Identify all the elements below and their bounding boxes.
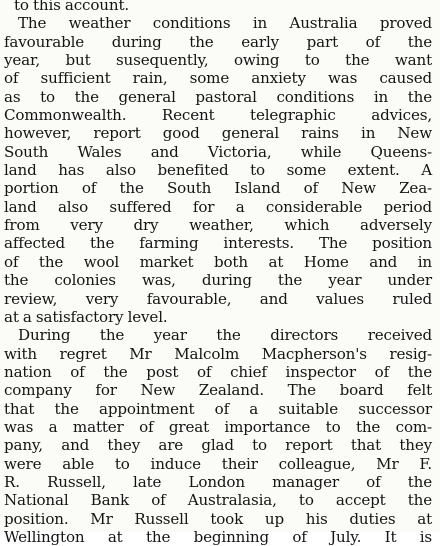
text-line: however, report good general rains in New: [4, 124, 432, 143]
article-column: [4, 0, 432, 546]
text-line: of the wool market both at Home and in: [4, 252, 432, 271]
text-line: that the appointment of a suitable successor: [4, 399, 432, 418]
text-line: land has also benefited to some extent. A: [4, 161, 432, 180]
text-line: at a satisfactory level.: [4, 307, 168, 326]
text-line: the colonies was, during the year under: [4, 271, 432, 290]
text-line: portion of the South Island of New Zea-: [4, 179, 432, 198]
text-line: affected the farming interests. The position: [4, 234, 432, 253]
text-line: During the year the directors received: [18, 326, 432, 345]
text-line: favourable during the early part of the: [4, 32, 432, 51]
text-line: Commonwealth. Recent telegraphic advices,: [4, 106, 432, 125]
text-line: year, but susequently, owing to the want: [4, 51, 432, 70]
text-line: Wellington at the beginning of July. It is: [4, 527, 432, 546]
text-line: as to the general pastoral conditions in the: [4, 87, 432, 106]
text-line: with regret Mr Malcolm Macpherson's resig-: [4, 344, 432, 363]
text-line: nation of the post of chief inspector of the: [4, 362, 432, 381]
text-line: The weather conditions in Australia proved: [18, 14, 432, 33]
text-line: company for New Zealand. The board felt: [4, 381, 432, 400]
text-line: National Bank of Australasia, to accept the: [4, 491, 432, 510]
text-line: of sufficient rain, some anxiety was caused: [4, 69, 432, 88]
text-line: were able to induce their colleague, Mr F.: [4, 454, 432, 473]
text-line: pany, and they are glad to report that they: [4, 436, 432, 455]
text-line: to this account.: [14, 0, 130, 14]
text-line: R. Russell, late London manager of the: [4, 472, 432, 491]
text-line: land also suffered for a considerable period: [4, 197, 432, 216]
text-line: from very dry weather, which adversely: [4, 216, 432, 235]
text-line: position. Mr Russell took up his duties at: [4, 509, 432, 528]
text-line: South Wales and Victoria, while Queens-: [4, 142, 432, 161]
text-line: was a matter of great importance to the com-: [4, 417, 432, 436]
text-line: review, very favourable, and values ruled: [4, 289, 432, 308]
